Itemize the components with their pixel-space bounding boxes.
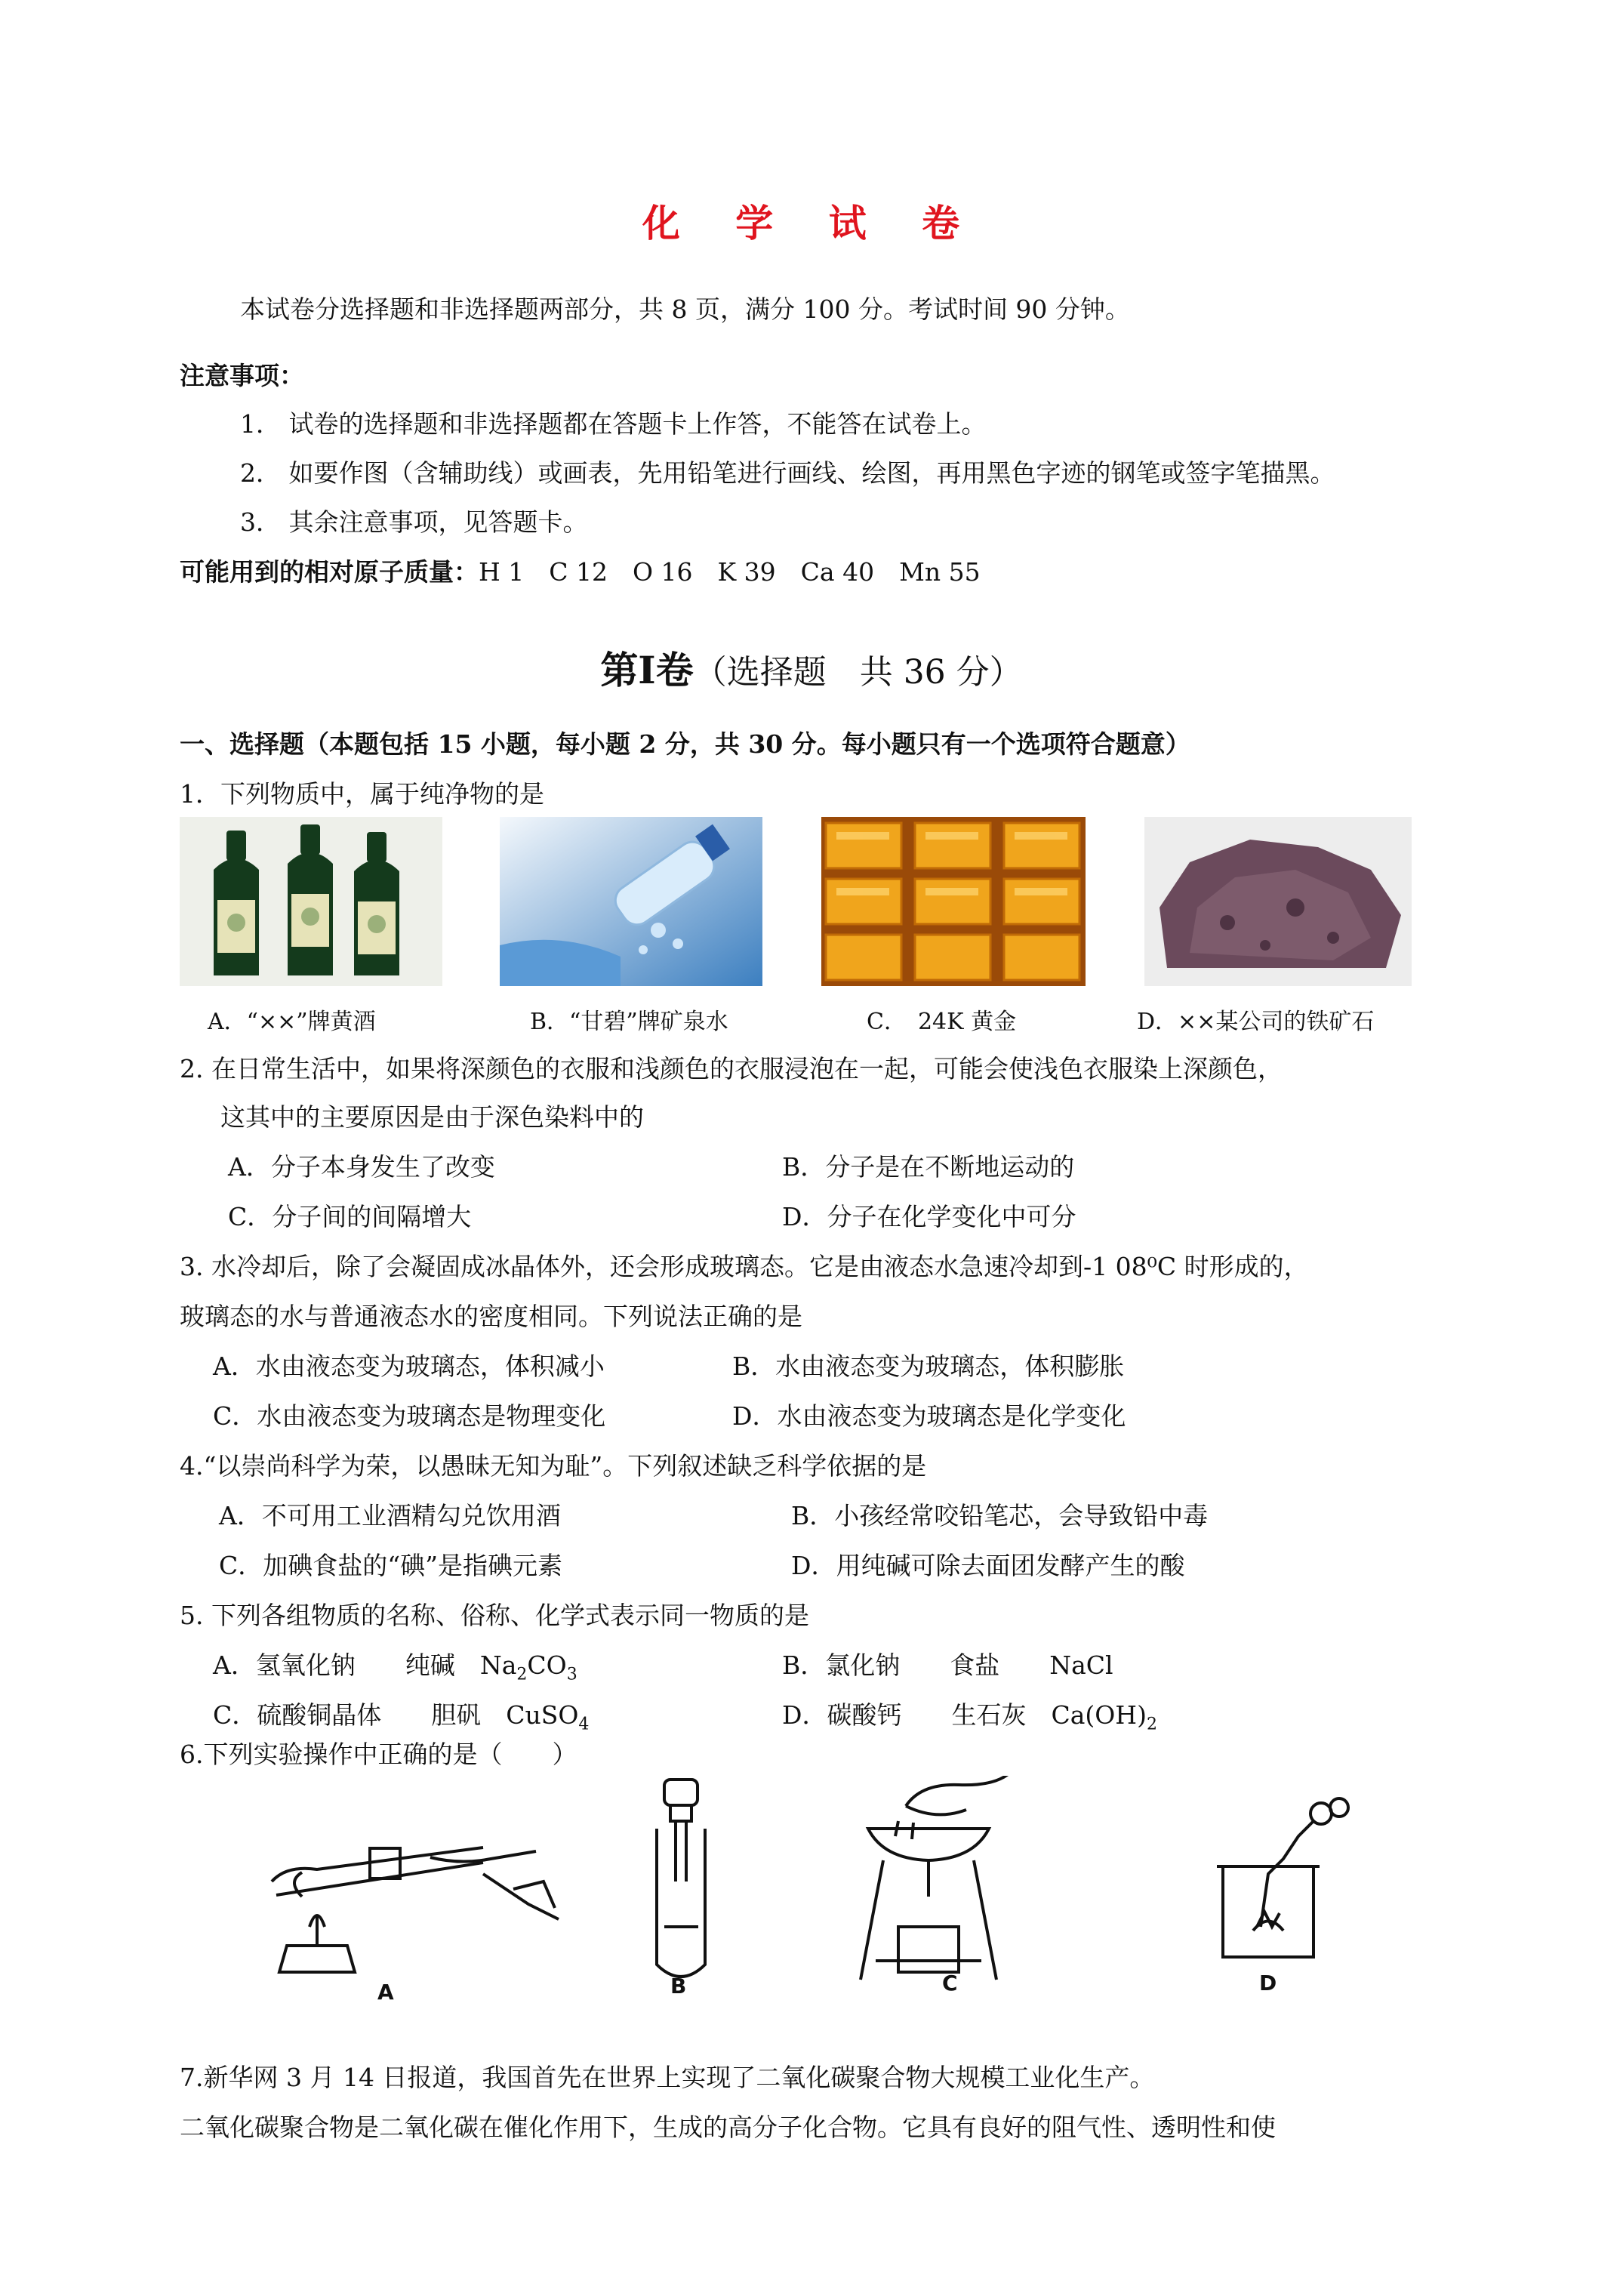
q5-stem: 5. 下列各组物质的名称、俗称、化学式表示同一物质的是: [180, 1601, 809, 1630]
q1-caption-b: B．“甘碧”牌矿泉水: [530, 1009, 728, 1035]
q5-option-d-text: D．碳酸钙 生石灰 Ca(OH): [782, 1700, 1147, 1730]
lab-operations-figure: [257, 1776, 1419, 2010]
q1-stem: 1．下列物质中，属于纯净物的是: [180, 779, 544, 809]
part1-heading: 一、选择题（本题包括 15 小题，每小题 2 分，共 30 分。每小题只有一个选项符合题意）: [180, 729, 1190, 759]
q3-stem-line2: 玻璃态的水与普通液态水的密度相同。下列说法正确的是: [180, 1302, 802, 1331]
gold-bars-photo: [821, 817, 1086, 986]
q5-option-a-mid: CO: [527, 1650, 567, 1680]
q3-option-d: D．水由液态变为玻璃态是化学变化: [732, 1401, 1126, 1431]
section-heading: [0, 640, 1623, 695]
atomic-mass-line: [180, 556, 981, 589]
q1-caption-a: A．“××”牌黄酒: [208, 1009, 376, 1035]
q5-option-a: [213, 1649, 577, 1692]
q4-option-a: A．不可用工业酒精勾兑饮用酒: [219, 1501, 561, 1530]
notice-item-2: 2． 如要作图（含辅助线）或画表，先用铅笔进行画线、绘图，再用黑色字迹的钢笔或签字笔描黑。: [240, 458, 1335, 488]
q5-option-c-text: C．硫酸铜晶体 胆矾 CuSO: [213, 1700, 579, 1730]
q7-line2: 二氧化碳聚合物是二氧化碳在催化作用下，生成的高分子化合物。它具有良好的阻气性、透明性和使: [180, 2113, 1276, 2142]
q5-option-d: [782, 1699, 1157, 1742]
q5-option-b: B．氯化钠 食盐 NaCl: [782, 1650, 1113, 1680]
q6-label-b: B: [670, 1974, 687, 1999]
q2-option-c: C．分子间的间隔增大: [228, 1202, 472, 1231]
q1-caption-c: C． 24K 黄金: [867, 1009, 1017, 1035]
q4-option-b: B．小孩经常咬铅笔芯，会导致铅中毒: [791, 1501, 1209, 1530]
mineral-water-photo: [500, 817, 762, 986]
page-title: 化 学 试 卷: [642, 201, 981, 245]
q7-line1: 7.新华网 3 月 14 日报道，我国首先在世界上实现了二氧化碳聚合物大规模工业化生产。: [180, 2063, 1155, 2092]
q4-option-d: D．用纯碱可除去面团发酵产生的酸: [791, 1551, 1185, 1580]
notice-item-1: 1． 试卷的选择题和非选择题都在答题卡上作答，不能答在试卷上。: [240, 409, 987, 439]
q2-option-b: B．分子是在不断地运动的: [782, 1152, 1075, 1182]
q4-option-c: C．加碘食盐的“碘”是指碘元素: [219, 1551, 562, 1580]
q5-option-a-sub2: 3: [566, 1665, 577, 1684]
q5-option-d-sub: 2: [1146, 1715, 1157, 1734]
atomic-mass-label: 可能用到的相对原子质量：: [180, 557, 479, 587]
notice-heading: 注意事项：: [180, 361, 304, 390]
q5-option-a-text: A．氢氧化钠 纯碱 Na: [213, 1650, 517, 1680]
lab-figure-d: [1217, 1798, 1348, 1957]
section-volume: 第Ⅰ卷: [600, 648, 694, 692]
yellow-wine-photo: [180, 817, 442, 986]
q5-option-c-sub: 4: [578, 1715, 590, 1734]
lab-figure-b: [657, 1780, 705, 1977]
notice-item-3: 3． 其余注意事项，见答题卡。: [240, 507, 588, 537]
q2-stem-line1: 2. 在日常生活中，如果将深颜色的衣服和浅颜色的衣服浸泡在一起，可能会使浅色衣服染上深颜色，: [180, 1054, 1283, 1083]
q4-stem: 4.“以崇尚科学为荣，以愚昧无知为耻”。下列叙述缺乏科学依据的是: [180, 1451, 927, 1481]
q3-option-a: A．水由液态变为玻璃态，体积减小: [213, 1351, 605, 1381]
q2-stem-line2: 这其中的主要原因是由于深色染料中的: [220, 1102, 644, 1132]
q2-option-a: A．分子本身发生了改变: [228, 1152, 495, 1182]
atomic-mass-values: H 1 C 12 O 16 K 39 Ca 40 Mn 55: [479, 557, 981, 587]
q6-stem: 6.下列实验操作中正确的是（ ）: [180, 1740, 577, 1769]
q6-label-c: C: [942, 1971, 958, 1996]
lab-figure-c: [861, 1776, 1012, 1980]
q6-label-d: D: [1259, 1971, 1277, 1996]
section-subtitle: （选择题 共 36 分）: [693, 653, 1023, 692]
q3-stem-line1: 3. 水冷却后，除了会凝固成冰晶体外，还会形成玻璃态。它是由液态水急速冷却到-1 08⁰C 时形成的，: [180, 1252, 1309, 1281]
iron-ore-photo: [1144, 817, 1412, 986]
q5-option-c: [213, 1699, 589, 1742]
intro-text: 本试卷分选择题和非选择题两部分，共 8 页，满分 100 分。考试时间 90 分钟。: [240, 294, 1130, 324]
q3-option-c: C．水由液态变为玻璃态是物理变化: [213, 1401, 606, 1431]
q6-label-a: A: [377, 1980, 394, 2005]
q2-option-d: D．分子在化学变化中可分: [782, 1202, 1076, 1231]
q1-caption-d: D．××某公司的铁矿石: [1137, 1009, 1375, 1035]
lab-figure-a: [272, 1848, 559, 1972]
q5-option-a-sub1: 2: [516, 1665, 528, 1684]
q3-option-b: B．水由液态变为玻璃态，体积膨胀: [732, 1351, 1125, 1381]
